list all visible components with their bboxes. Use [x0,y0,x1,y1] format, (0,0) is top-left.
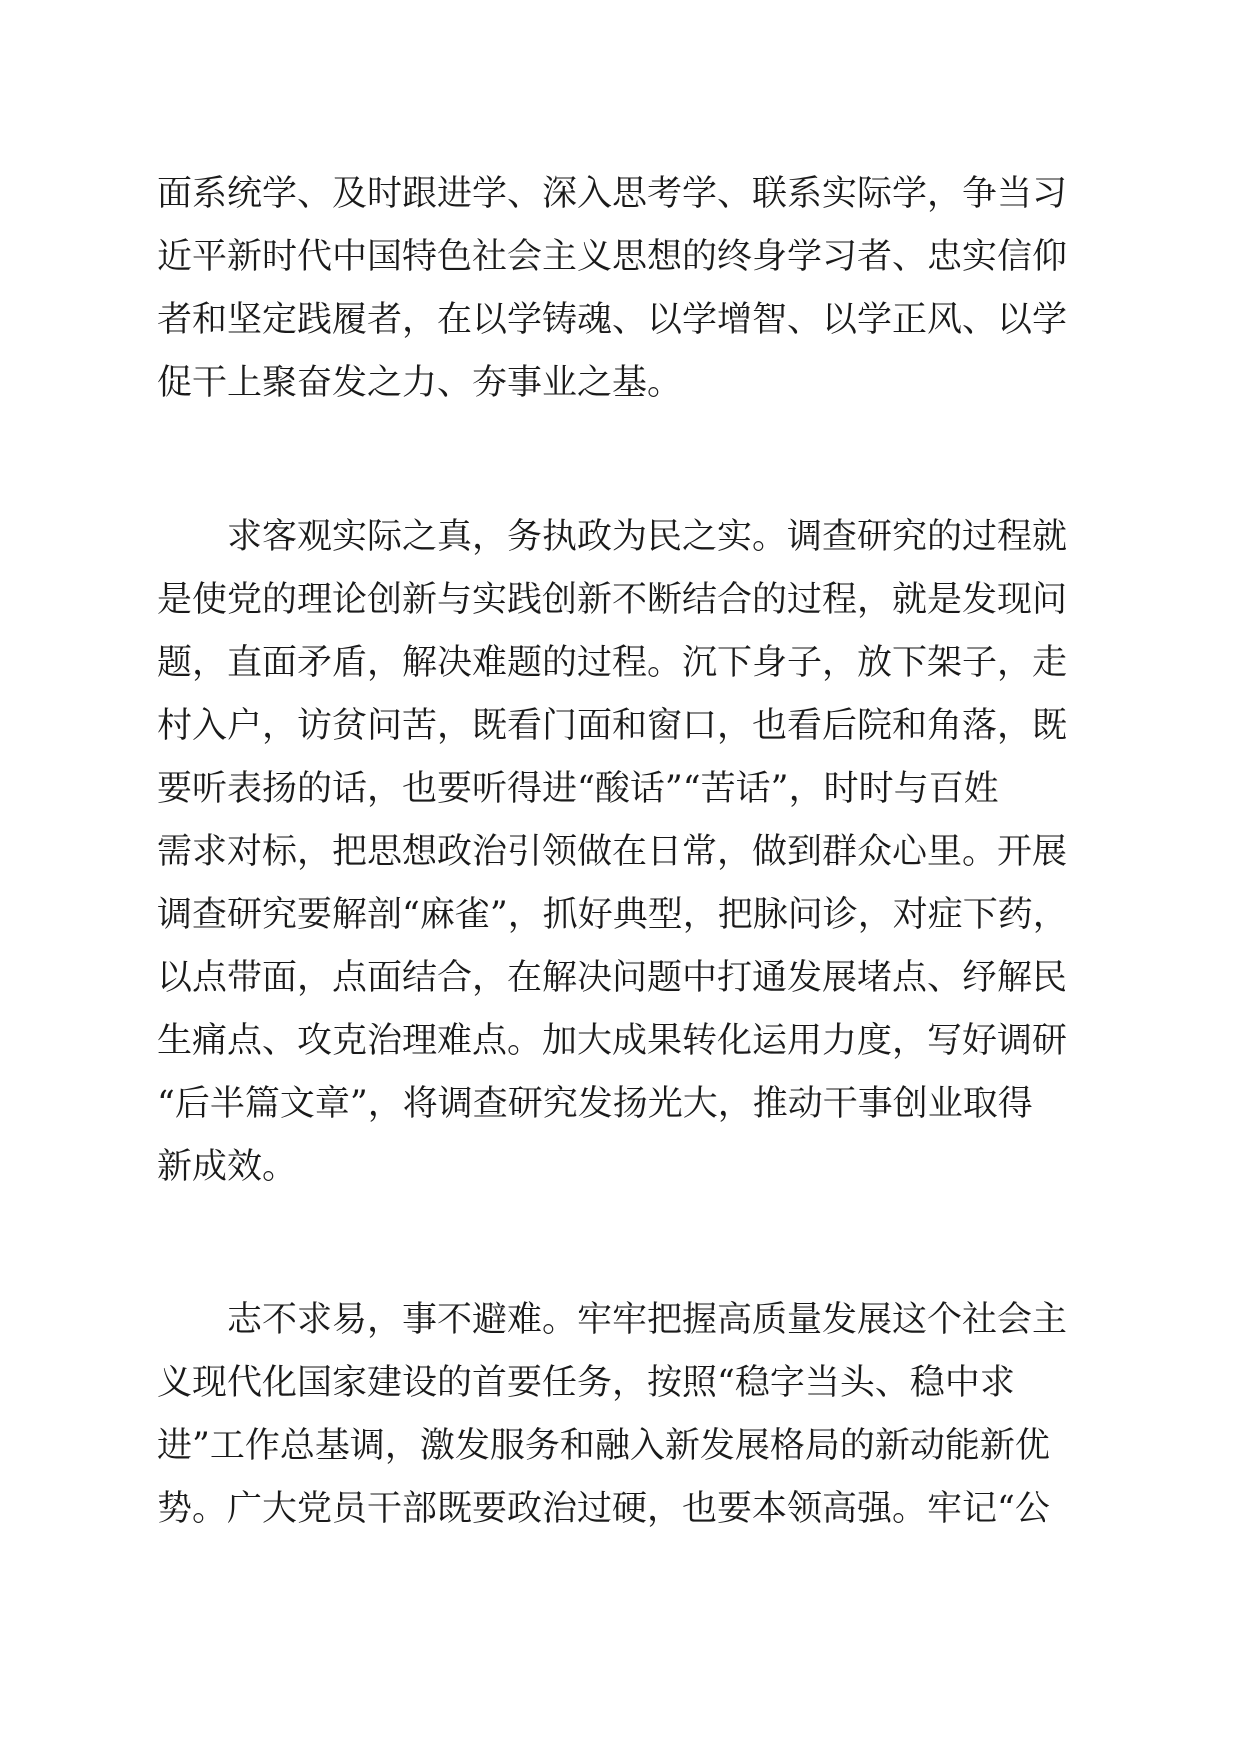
paragraph-line: 生痛点、攻克治理难点。加大成果转化运用力度，写好调研 [157,1021,1068,1061]
paragraph-line: 者和坚定践履者，在以学铸魂、以学增智、以学正风、以学 [157,300,1068,340]
paragraph-line: 调查研究要解剖“麻雀”，抓好典型，把脉问诊，对症下药， [157,895,1068,935]
paragraph-line: 村入户，访贫问苦，既看门面和窗口，也看后院和角落，既 [157,706,1068,746]
paragraph-line: 要听表扬的话，也要听得进“酸话”“苦话”，时时与百姓 [157,769,999,809]
paragraph-line: 义现代化国家建设的首要任务，按照“稳字当头、稳中求 [157,1363,1015,1403]
paragraph-line: 求客观实际之真，务执政为民之实。调查研究的过程就 [227,517,1068,557]
paragraph-line: 促干上聚奋发之力、夯事业之基。 [157,363,683,403]
paragraph-line: “后半篇文章”，将调查研究发扬光大，推动干事创业取得 [157,1084,1033,1124]
paragraph-line: 进”工作总基调，激发服务和融入新发展格局的新动能新优 [157,1426,1050,1466]
paragraph-line: 需求对标，把思想政治引领做在日常，做到群众心里。开展 [157,832,1068,872]
paragraph-line: 近平新时代中国特色社会主义思想的终身学习者、忠实信仰 [157,237,1068,277]
paragraph-line: 面系统学、及时跟进学、深入思考学、联系实际学，争当习 [157,174,1068,214]
paragraph-line: 势。广大党员干部既要政治过硬，也要本领高强。牢记“公 [157,1489,1050,1529]
paragraph-line: 是使党的理论创新与实践创新不断结合的过程，就是发现问 [157,580,1068,620]
paragraph-line: 新成效。 [157,1147,298,1187]
paragraph-line: 题，直面矛盾，解决难题的过程。沉下身子，放下架子，走 [157,643,1068,683]
paragraph-line: 以点带面，点面结合，在解决问题中打通发展堵点、纾解民 [157,958,1068,998]
paragraph-line: 志不求易，事不避难。牢牢把握高质量发展这个社会主 [227,1300,1068,1340]
